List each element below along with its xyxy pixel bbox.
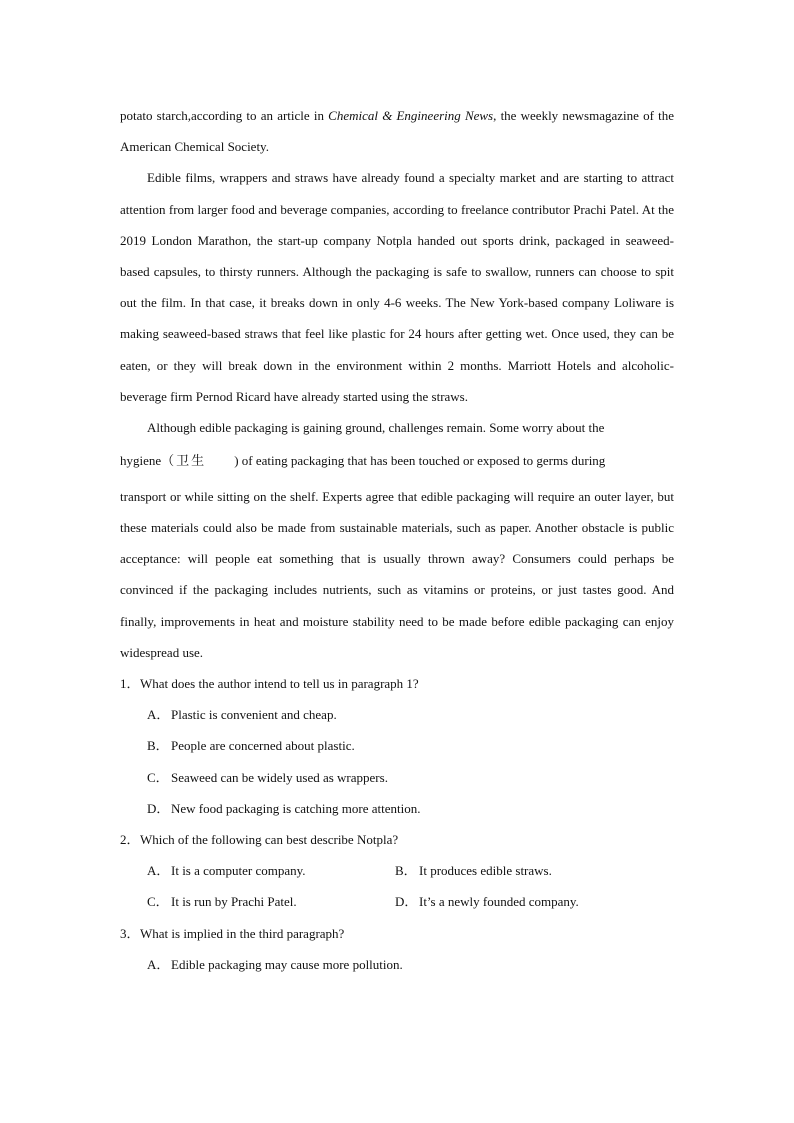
document-page [120,100,674,980]
option-text: It is a computer company. [171,863,306,879]
chinese-gloss: 卫生 [176,454,207,470]
question-number: 3． [120,925,140,941]
option-row [147,855,674,886]
question-3-stem [120,918,674,949]
gloss-close-paren: ) [234,453,239,469]
option-letter: D． [395,894,418,910]
option-text: Seaweed can be widely used as wrappers. [171,769,388,785]
paragraph-1-text-end: , the weekly newsmagazine of the American Chemical Society. [120,108,674,155]
option-letter: B． [395,863,417,879]
option-letter: A． [147,863,170,879]
option-text: It is run by Prachi Patel. [171,894,297,910]
question-1-options [120,699,674,824]
question-2 [120,824,674,918]
gloss-open-paren: （ [161,454,177,470]
paragraph-3-gloss-line [120,443,674,481]
option-letter: A． [147,707,170,723]
option-letter: C． [147,894,169,910]
paragraph-1-text-start: potato starch,according to an article in [120,108,329,123]
option-letter: B． [147,738,169,754]
paragraph-2: Edible films, wrappers and straws have already found a specialty market and are starting to attract attention from larger food and beverage companies, according to freelance contributor Prachi Patel. At the 2019 London Marathon, the start-up company Notpla handed out sports drink, packaged in seaweed-based capsules, to thirsty runners. Although the packaging is safe to swallow, runners can choose to spit out the film. In that case, it breaks down in only 4-6 weeks. The New York-based company Loliware is making seaweed-based straws that feel like plastic for 24 hours after getting wet. Once used, they can be eaten, or they will break down in the environment within 2 months. Marriott Hotels and alcoholic-beverage firm Pernod Ricard have already started using the straws. [120,170,674,404]
option-row [147,886,674,917]
question-3 [120,918,674,980]
paragraph-3-rest: transport or while sitting on the shelf. Experts agree that edible packaging will require an outer layer, but these materials could also be made from sustainable materials, such as paper. Another obstacle is public acceptance: will people eat something that is usually thrown away? Consumers could perhaps be convinced if the packaging includes nutrients, such as vitamins or proteins, or just tastes good. And finally, improvements in heat and moisture stability need to be made before edible packaging can enjoy widespread use. [120,488,674,660]
question-3-options [120,949,674,980]
question-1 [120,668,674,824]
option-text: New food packaging is catching more attention. [171,800,421,816]
hygiene-word: hygiene [120,453,162,469]
option-text: Plastic is convenient and cheap. [171,707,337,723]
paragraph-3 [120,412,674,668]
question-text: What does the author intend to tell us in paragraph 1? [140,675,419,691]
paragraph-3-gloss-line-rest: of eating packaging that has been touched or exposed to germs during [238,453,606,469]
publication-title: Chemical & Engineering News [328,108,494,123]
question-number: 2． [120,831,140,847]
option-letter: D． [147,800,170,816]
option-letter: C． [147,769,169,785]
option-2a[interactable] [147,855,395,886]
question-2-stem [120,824,674,855]
paragraph-3-first-line: Although edible packaging is gaining ground, challenges remain. Some worry about the [147,420,605,436]
paragraph-1 [120,100,674,162]
option-text: Edible packaging may cause more pollution. [171,956,403,972]
question-2-options [120,855,674,917]
option-2d[interactable] [395,886,643,917]
option-text: People are concerned about plastic. [171,738,355,754]
option-1a[interactable] [147,699,674,730]
option-2b[interactable] [395,855,643,886]
option-3a[interactable] [147,949,674,980]
question-1-stem [120,668,674,699]
option-2c[interactable] [147,886,395,917]
question-number: 1． [120,675,140,691]
option-1d[interactable] [147,793,674,824]
option-text: It’s a newly founded company. [419,894,579,910]
option-1c[interactable] [147,762,674,793]
question-text: Which of the following can best describe Notpla? [140,831,399,847]
option-text: It produces edible straws. [419,863,552,879]
question-text: What is implied in the third paragraph? [140,925,345,941]
option-1b[interactable] [147,730,674,761]
option-letter: A． [147,956,170,972]
